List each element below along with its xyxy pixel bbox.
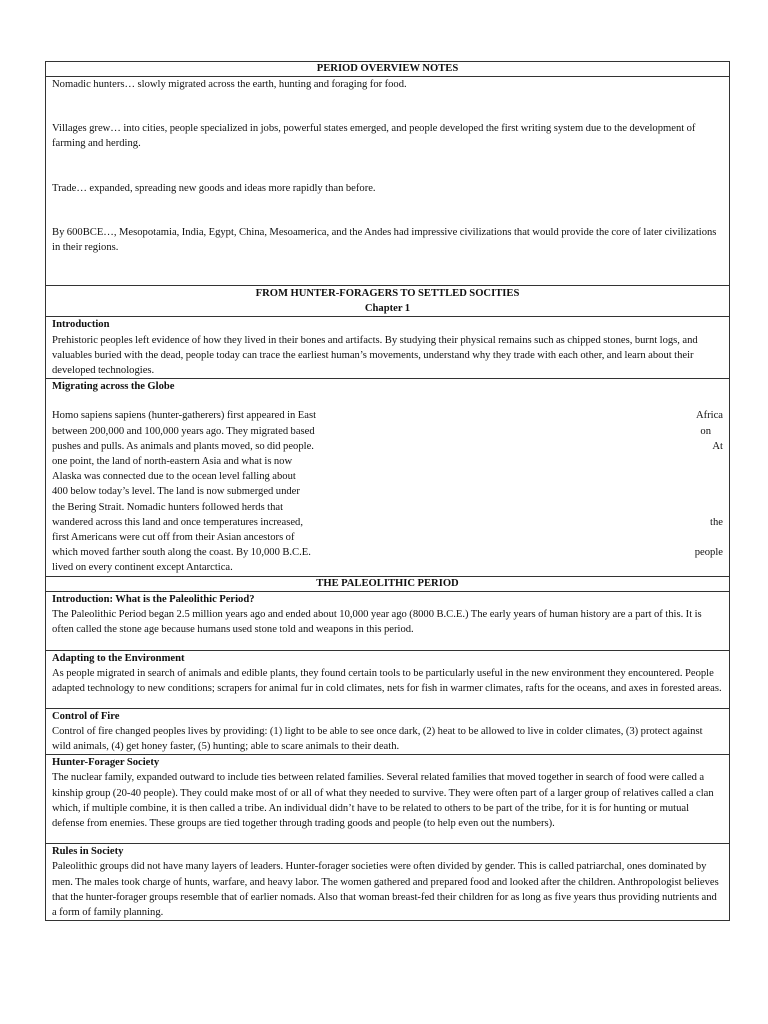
migrating-line [52,500,723,515]
paleolithic-section-row [46,844,730,921]
section-text: The Paleolithic Period began 2.5 million years ago and ended about 10,000 year ago (8000 B.C.E.) The early years of human history are a part of this. It is often called the stone age because humans used stone told and weapons in this period. [52,608,702,636]
migrating-line-right: the [710,516,723,528]
migrating-line-left: pushes and pulls. As animals and plants moved, so did people. [52,440,314,452]
introduction-text: Prehistoric peoples left evidence of how they lived in their bones and artifacts. By studying their physical remains such as chipped stones, burnt logs, and valuables buried with the dead, people today can trace the earliest human’s movements, understand why they trade with each other, and learn about their developed technologies. [52,334,698,377]
overview-heading: PERIOD OVERVIEW NOTES [46,62,730,77]
migrating-line-left: lived on every continent except Antarctica. [52,562,233,574]
section-text: Control of fire changed peoples lives by providing: (1) light to be able to see once dark, (2) heat to be allowed to live in colder climates, (3) protect against wild animals, (4) get honey faster, (5) hunting; able to scare animals to their death. [52,725,703,753]
paleolithic-heading-row [46,576,730,591]
section-title: Rules in Society [52,846,124,858]
migrating-line [52,424,723,439]
migrating-line [52,484,723,499]
migrating-line [52,439,723,454]
migrating-line [52,408,723,423]
migrating-line [52,469,723,484]
chapter-subtitle: Chapter 1 [364,303,411,315]
section-text: As people migrated in search of animals and edible plants, they found certain tools to be particularly useful in the new environment they encountered. People adapted technology to new conditions; scrapers for animal fur in cold climates, nets for fish in warmer climates, rafts for the oceans, and axes in forested areas. [52,667,722,695]
migrating-line-left: the Bering Strait. Nomadic hunters followed herds that [52,501,284,513]
migrating-section [46,379,730,576]
migrating-line-left: between 200,000 and 100,000 years ago. They migrated based [52,425,315,437]
overview-body-row [46,77,730,286]
introduction-section [46,317,730,379]
migrating-line-left: which moved farther south along the coast. By 10,000 B.C.E. [52,547,311,559]
migrating-line-left: wandered across this land and once temperatures increased, [52,516,303,528]
chapter-heading-row [46,286,730,317]
paleolithic-section-row [46,708,730,755]
migrating-line [52,530,723,545]
section-text: Paleolithic groups did not have many layers of leaders. Hunter-forager societies were often divided by gender. This is called patriarchal, ones dominated by men. The males took charge of hunts, warfare, and heavy labor. The women gathered and prepared food and looked after the children. Anthropologist believes that the hunter-forager groups resemble that of earlier nomads. Also that woman breast-fed their children for as long as five years thus providing nutrients and a form of family planning. [52,861,719,919]
migrating-line [52,560,723,575]
hunter-forager-section [46,755,730,844]
introduction-row [46,317,730,379]
paleolithic-section-row [46,591,730,650]
paleolithic-intro-section [46,591,730,650]
migrating-spacer [52,394,723,408]
migrating-line-right: people [694,547,723,559]
migrating-line-left: 400 below today’s level. The land is now submerged under [52,486,300,498]
notes-table [45,61,730,921]
section-title: Hunter-Forager Society [52,757,160,769]
introduction-title: Introduction [52,319,110,331]
paleolithic-section-row [46,650,730,708]
rules-section [46,844,730,921]
migrating-row [46,379,730,576]
migrating-line-left: one point, the land of north-eastern Asia and what is now [52,456,293,468]
overview-paragraph: Nomadic hunters… slowly migrated across the earth, hunting and foraging for food. [52,79,407,90]
section-title: Control of Fire [52,710,120,722]
paleolithic-heading: THE PALEOLITHIC PERIOD [46,576,730,591]
chapter-heading [46,286,730,317]
section-title: Adapting to the Environment [52,652,185,664]
overview-paragraph: Trade… expanded, spreading new goods and ideas more rapidly than before. [52,182,376,194]
migrating-line-left: Homo sapiens sapiens (hunter-gatherers) first appeared in East [52,410,317,422]
fire-section [46,708,730,755]
migrating-line-right: At [712,440,723,452]
migrating-line-left: Alaska was connected due to the ocean level falling about [52,471,296,483]
migrating-line-right: on [700,425,711,437]
migrating-line [52,515,723,530]
adapting-section [46,650,730,708]
paleolithic-section-row [46,755,730,844]
chapter-title: FROM HUNTER-FORAGERS TO SETTLED SOCITIES [255,288,520,299]
overview-paragraph: By 600BCE…, Mesopotamia, India, Egypt, China, Mesoamerica, and the Andes had impressive civilizations that would provide the core of later civilizations in their regions. [52,226,717,254]
overview-paragraph: Villages grew… into cities, people specialized in jobs, powerful states emerged, and people developed the first writing system due to the development of farming and herding. [52,123,696,150]
overview-body [46,77,730,286]
migrating-line-right: Africa [695,410,723,422]
overview-heading-row [46,62,730,77]
section-text: The nuclear family, expanded outward to include ties between related families. Several related families that moved together in search of food were called a kinship group (20-40 people). They could make most of or all of what they needed to survive. They were often part of a larger group of relatives called a clan which, if multiple combine, it is then called a tribe. An individual didn’t have to be related to others to be part of the tribe, for it is for hunting or mutual defense from enemies. These groups are tied together through trading goods and people (to help even out the numbers). [52,772,714,830]
migrating-line-left: first Americans were cut off from their Asian ancestors of [52,532,295,544]
migrating-line [52,454,723,469]
migrating-line [52,545,723,560]
section-title: Introduction: What is the Paleolithic Period? [52,593,255,605]
migrating-title: Migrating across the Globe [52,381,175,393]
